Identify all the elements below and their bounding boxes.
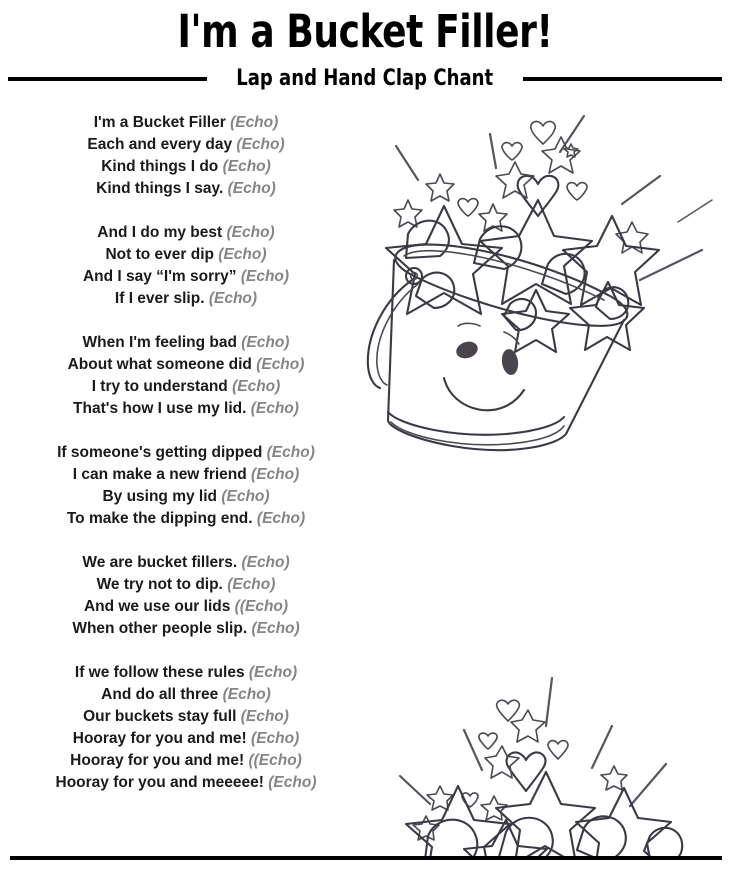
echo-label: (Echo) (236, 136, 285, 153)
header-rule-left (8, 77, 207, 81)
lyric-text: About what someone did (67, 356, 252, 373)
lyric-line (10, 662, 362, 684)
lyric-line (10, 442, 362, 464)
lyric-line (10, 728, 362, 750)
echo-label: (Echo) (241, 334, 290, 351)
echo-label: (Echo) (251, 730, 300, 747)
echo-label: (Echo) (266, 444, 315, 461)
lyric-line (10, 112, 362, 134)
page-subtitle: Lap and Hand Clap Chant (236, 66, 494, 91)
page-title: I'm a Bucket Filler! (177, 5, 553, 58)
lyric-text: And I do my best (97, 224, 223, 241)
verse (10, 552, 362, 640)
lyric-text: Hooray for you and meeeee! (55, 774, 264, 791)
lyric-line (10, 508, 362, 530)
bucket-face (444, 323, 524, 410)
bottom-rule (10, 856, 722, 860)
lyric-line (10, 684, 362, 706)
echo-label: (Echo) (256, 510, 306, 527)
lyric-line (10, 596, 362, 618)
lyric-text: We try not to dip. (96, 576, 223, 593)
echo-label: ((Echo) (234, 598, 289, 615)
header-rule-right (523, 77, 722, 81)
verse (10, 442, 362, 530)
lyric-line (10, 266, 362, 288)
echo-label: (Echo) (208, 290, 258, 307)
verse (10, 112, 362, 200)
bucket-illustration (360, 104, 730, 480)
lyrics-column (10, 112, 362, 794)
lyric-line (10, 486, 362, 508)
lyric-text: When other people slip. (72, 620, 248, 637)
lyric-text: And do all three (101, 686, 219, 703)
lyric-text: Hooray for you and me! (70, 752, 245, 769)
lyric-line (10, 222, 362, 244)
lyric-line (10, 288, 362, 310)
lyric-text: I'm a Bucket Filler (93, 114, 226, 131)
floating-hearts (462, 700, 568, 807)
lyric-line (10, 464, 362, 486)
lyric-line (10, 552, 362, 574)
lyric-line (10, 772, 362, 794)
echo-label: (Echo) (248, 664, 298, 681)
echo-label: (Echo) (241, 554, 290, 571)
echo-label: (Echo) (240, 708, 289, 725)
burst-illustration (398, 668, 730, 860)
lyric-text: We are bucket fillers. (82, 554, 238, 571)
lyric-text: I can make a new friend (72, 466, 247, 483)
echo-label: (Echo) (230, 114, 279, 131)
lyric-text: Not to ever dip (105, 246, 214, 263)
lyric-line (10, 332, 362, 354)
lyric-line (10, 376, 362, 398)
lyric-line (10, 618, 362, 640)
echo-label: (Echo) (268, 774, 317, 791)
echo-label: (Echo) (227, 180, 276, 197)
verse (10, 662, 362, 794)
bucket-contents (386, 200, 659, 352)
echo-label: (Echo) (226, 224, 275, 241)
echo-label: (Echo) (232, 378, 281, 395)
burst-contents (406, 772, 682, 860)
lyric-line (10, 178, 362, 200)
lyric-text: If we follow these rules (74, 664, 245, 681)
echo-label: (Echo) (250, 400, 299, 417)
lyric-text: And we use our lids (83, 598, 231, 615)
lyric-text: If I ever slip. (114, 290, 205, 307)
page-header (0, 0, 730, 96)
echo-label: (Echo) (227, 576, 276, 593)
lyric-line (10, 244, 362, 266)
echo-label: (Echo) (251, 620, 300, 637)
lyric-text: That's how I use my lid. (73, 400, 247, 417)
lyric-text: When I'm feeling bad (82, 334, 237, 351)
lyric-line (10, 398, 362, 420)
verse (10, 222, 362, 310)
lyric-text: To make the dipping end. (66, 510, 253, 527)
floating-hearts (458, 122, 587, 216)
lyric-text: And I say “I'm sorry” (82, 268, 237, 285)
lyric-text: If someone's getting dipped (57, 444, 263, 461)
echo-label: ((Echo) (248, 752, 302, 769)
lyric-line (10, 354, 362, 376)
small-stars (394, 137, 648, 253)
lyric-text: Each and every day (87, 136, 233, 153)
echo-label: (Echo) (222, 158, 271, 175)
echo-label: (Echo) (218, 246, 267, 263)
lyric-text: By using my lid (102, 488, 218, 505)
echo-label: (Echo) (251, 466, 300, 483)
echo-label: (Echo) (240, 268, 290, 285)
lyric-text: Kind things I say. (96, 180, 224, 197)
lyric-text: Hooray for you and me! (72, 730, 247, 747)
lyric-line (10, 574, 362, 596)
lyric-line (10, 156, 362, 178)
lyric-line (10, 750, 362, 772)
lyric-text: Kind things I do (101, 158, 219, 175)
echo-label: (Echo) (222, 686, 271, 703)
echo-label: (Echo) (221, 488, 270, 505)
echo-label: (Echo) (256, 356, 305, 373)
lyric-line (10, 706, 362, 728)
verse (10, 332, 362, 420)
lyric-text: I try to understand (91, 378, 228, 395)
lyric-line (10, 134, 362, 156)
subtitle-row (8, 64, 722, 94)
lyric-text: Our buckets stay full (83, 708, 237, 725)
